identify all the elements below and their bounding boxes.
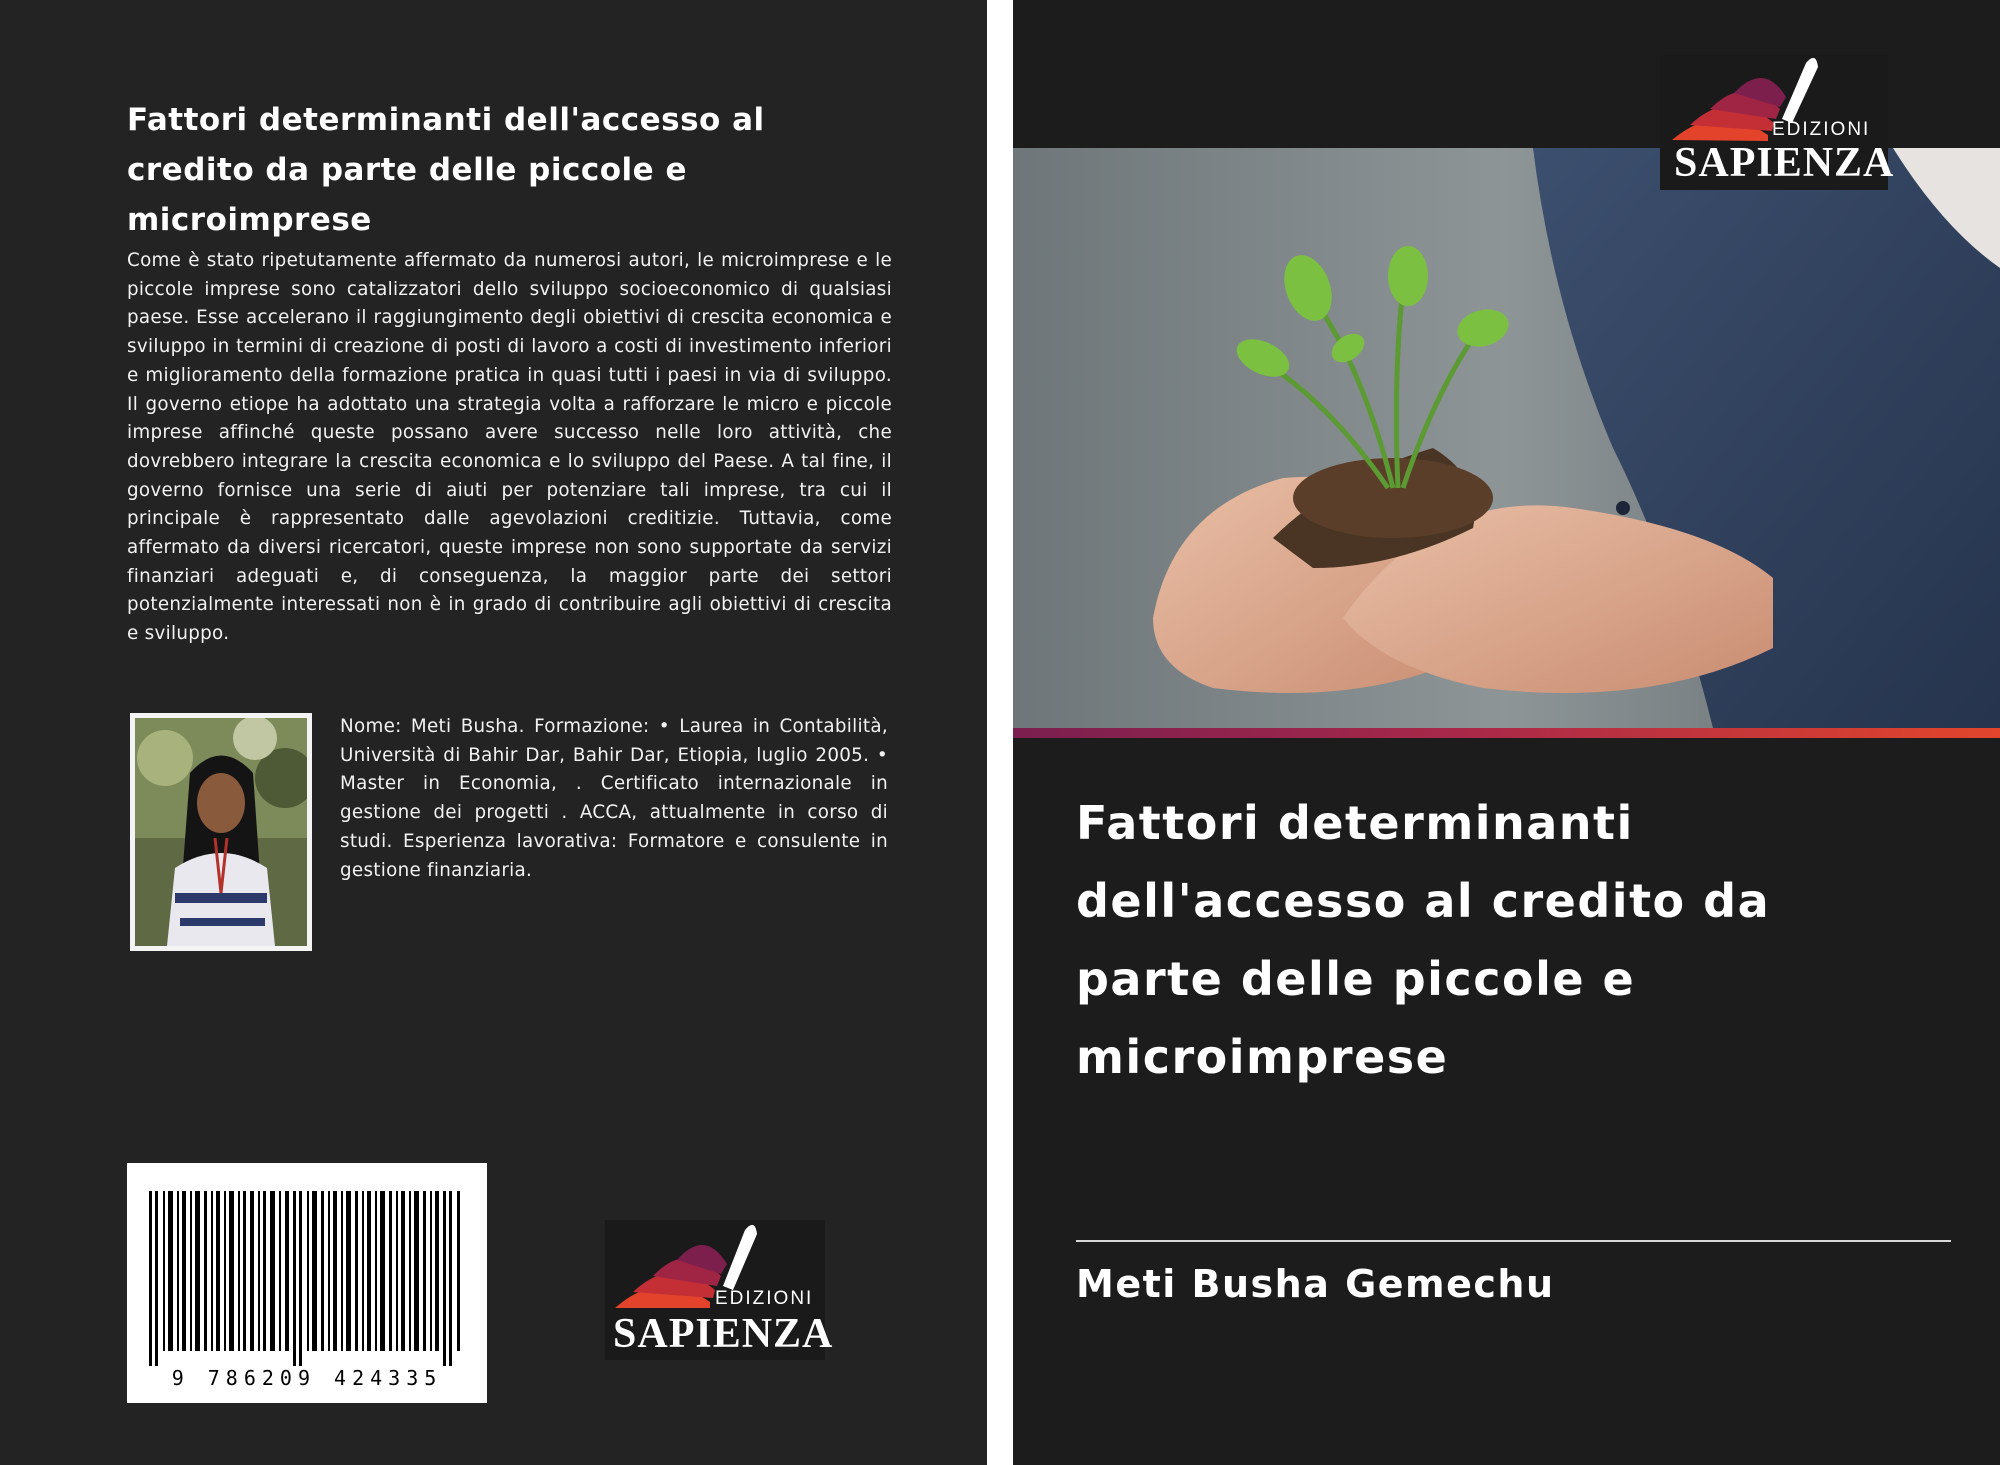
cover-image-seedling-hands [1013, 148, 2000, 728]
author-divider [1076, 1240, 1951, 1242]
publisher-logo-back [605, 1220, 834, 1360]
publisher-logo-front [1660, 55, 1895, 190]
logo-brand-front: SAPIENZA [1674, 140, 1895, 186]
isbn-digits: 9 786209 424335 [171, 1366, 443, 1390]
back-title-line-1: Fattori determinanti dell'accesso al [127, 102, 765, 138]
front-title-line-3: parte delle piccole e [1076, 952, 1636, 1006]
back-cover [0, 0, 987, 1465]
front-title-line-2: dell'accesso al credito da [1076, 874, 1771, 928]
front-title-line-4: microimprese [1076, 1030, 1449, 1084]
front-cover-title [1076, 784, 1956, 1096]
isbn-barcode [127, 1163, 487, 1403]
back-cover-blurb: Come è stato ripetutamente affermato da numerosi autori, le microimprese e le piccole imprese sono catalizzatori dello sviluppo socioeconomico di qualsiasi paese. Esse accelerano il raggiungimento degli obiettivi di crescita economica e sviluppo in termini di creazione di posti di lavoro a costi di investimento inferiori e miglioramento della formazione pratica in quasi tutti i paesi in via di sviluppo. Il governo etiope ha adottato una strategia volta a rafforzare le micro e piccole imprese affinché queste possano avere successo nelle loro attività, che dovrebbero integrare la crescita economica e lo sviluppo del Paese. A tal fine, il governo fornisce una serie di aiuti per potenziare tali imprese, tra cui il principale è rappresentato dalle agevolazioni creditizie. Tuttavia, come affermato da diversi ricercatori, queste imprese non sono supportate da servizi finanziari adeguati e, di conseguenza, la maggior parte dei settori potenzialmente interessati non è in grado di contribuire agli obiettivi di crescita e sviluppo. [127, 250, 892, 645]
logo-brand-back: SAPIENZA [613, 1311, 834, 1357]
back-title-line-3: microimprese [127, 202, 372, 238]
author-bio: Nome: Meti Busha. Formazione: • Laurea in Contabilità, Università di Bahir Dar, Bahir Dar, Etiopia, luglio 2005. • Master in Economia, . Certificato internazionale in gestione dei progetti . ACCA, attualmente in corso di studi. Esperienza lavorativa: Formatore e consulente in gestione finanziaria. [340, 716, 888, 881]
front-cover [1013, 0, 2000, 1465]
logo-imprint-front: EDIZIONI [1772, 119, 1871, 140]
back-cover-title [127, 95, 887, 245]
author-photo [130, 713, 312, 951]
front-title-line-1: Fattori determinanti [1076, 796, 1634, 850]
accent-stripe [1013, 728, 2000, 738]
barcode-icon [127, 1163, 487, 1403]
front-cover-author: Meti Busha Gemechu [1076, 1262, 1555, 1306]
logo-imprint-back: EDIZIONI [715, 1288, 814, 1309]
back-title-line-2: credito da parte delle piccole e [127, 152, 687, 188]
